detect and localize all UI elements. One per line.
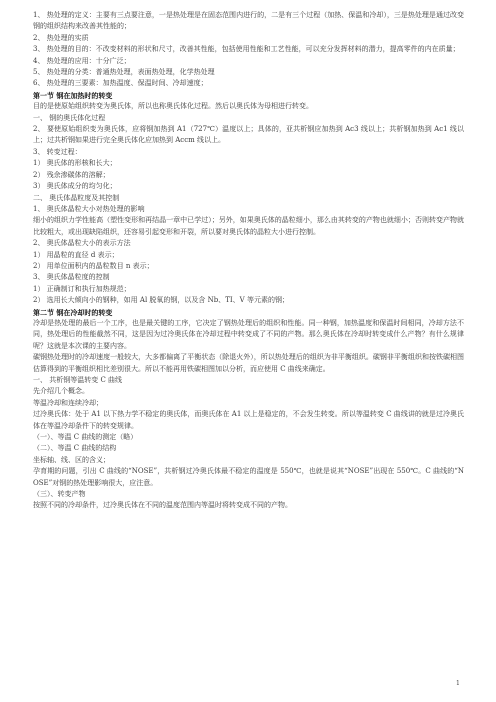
paragraph: 3） 奥氏体成分的均匀化；: [33, 182, 117, 191]
paragraph: 2） 用单位面积内的晶粒数目 n 表示；: [33, 261, 154, 270]
paragraph: 冷却是热处理的最后一个工序，也是最关键的工序，它决定了钢热处理后的组织和性能。同一种钢，加热温度和保温时间相同，冷却方法不同，热处理后的性能截然不同，这是因为过冷奥氏体在冷却过程中转变成了不同的产物。那么奥氏体在冷却时转变成什么产物？有什么规律呢？这就是本次课的主要内容。: [33, 318, 464, 350]
document-body: [33, 10, 464, 512]
section-heading: 第一节 钢在加热时的转变: [33, 90, 113, 100]
paragraph: 2） 残余渗碳体的溶解；: [33, 170, 110, 179]
page-number: 1: [456, 680, 460, 687]
paragraph: 一、 共析钢等温转变 C 曲线: [33, 376, 123, 384]
paragraph: 2、 热处理的实质: [33, 33, 89, 42]
paragraph: 1） 奥氏体的形核和长大；: [33, 159, 117, 168]
paragraph: 一、 钢的奥氏体化过程: [33, 113, 106, 122]
paragraph: 目的是使原始组织转变为奥氏体，所以也称奥氏体化过程。然后以奥氏体为母相进行转变。: [33, 102, 313, 111]
paragraph: 2） 选用长大倾向小的钢种，如用 Al 脱氧的钢，以及含 Nb、TI、V 等元素的钢；: [33, 296, 289, 305]
paragraph: 1、 奥氏体晶粒大小对热处理的影响: [33, 204, 145, 213]
paragraph: 1） 正确制订和执行加热规范；: [33, 284, 131, 293]
paragraph: 3、 奥氏体晶粒度的控制: [33, 273, 110, 282]
paragraph: 孕育期的问题，引出 C 曲线的“NOSE”，共析钢过冷奥氏体最不稳定的温度是 550℃，也就是说其“NOSE”出现在 550℃。C 曲线的“NOSE”对钢的热处理影响很大，应注意。: [33, 467, 464, 487]
paragraph: 4、 热处理的应用：十分广泛；: [33, 56, 131, 65]
paragraph: 先介绍几个概念。: [33, 387, 89, 396]
paragraph: （一）、等温 C 曲线的测定（略）: [33, 433, 138, 442]
paragraph: 等温冷却和连续冷却；: [33, 398, 103, 407]
paragraph: 3、 转变过程：: [33, 147, 82, 156]
section-heading: 第二节 钢在冷却时的转变: [33, 307, 113, 317]
paragraph: 1） 用晶粒的直径 d 表示；: [33, 250, 119, 259]
paragraph: 坐标轴、线、区的含义；: [33, 455, 110, 464]
paragraph: 二、 奥氏体晶粒度及其控制: [33, 193, 120, 202]
paragraph: 1、 热处理的定义：主要有三点要注意，一是热处理是在固态范围内进行的，二是有三个过程（加热、保温和冷却），三是热处理是通过改变钢的组织结构来改善其性能的；: [33, 11, 464, 31]
paragraph: 6、 热处理的三要素：加热温度、保温时间、冷却速度；: [33, 79, 208, 88]
paragraph: 按照不同的冷却条件，过冷奥氏体在不同的温度范围内等温时将转变成不同的产物。: [33, 501, 292, 510]
paragraph: 2、 要使原始组织变为奥氏体，应将钢加热到 A1（727℃）温度以上；具体的，亚共析钢应加热到 Ac3 线以上；共析钢加热到 Ac1 线以上；过共析钢如果进行完全奥氏体化应加热到 Accm 线以上。: [33, 125, 464, 145]
paragraph: 3、 热处理的目的：不改变材料的形状和尺寸，改善其性能，包括使用性能和工艺性能，可以充分发挥材料的潜力，提高零件的内在质量；: [33, 45, 460, 54]
paragraph: （二）、等温 C 曲线的结构: [33, 444, 117, 453]
paragraph: 5、 热处理的分类：普通热处理，表面热处理，化学热处理: [33, 68, 215, 77]
paragraph: （三）、转变产物: [33, 490, 86, 499]
paragraph: 2、 奥氏体晶粒大小的表示方法: [33, 239, 131, 248]
paragraph: 细小的组织力学性能高（塑性变形和再结晶一章中已学过）；另外，如果奥氏体的晶粒细小，那么由其转变的产物也就细小；否则转变产物就比较粗大，或出现缺陷组织，还容易引起变形和开裂，所以要对奥氏体的晶粒大小进行控制。: [33, 216, 464, 236]
paragraph: 过冷奥氏体：处于 A1 以下热力学不稳定的奥氏体，而奥氏体在 A1 以上是稳定的，不会发生转变。所以等温转变 C 曲线讲的就是过冷奥氏体在等温冷却条件下的转变规律。: [33, 410, 464, 430]
paragraph: 碳钢热处理时的冷却速度一般较大，大多都偏离了平衡状态（除退火外），所以热处理后的组织为非平衡组织。碳钢非平衡组织和按铁碳相图估算得到的平衡组织相比差别很大。所以不能再用铁碳相图加以分析，而应使用 C 曲线来确定。: [33, 353, 464, 373]
